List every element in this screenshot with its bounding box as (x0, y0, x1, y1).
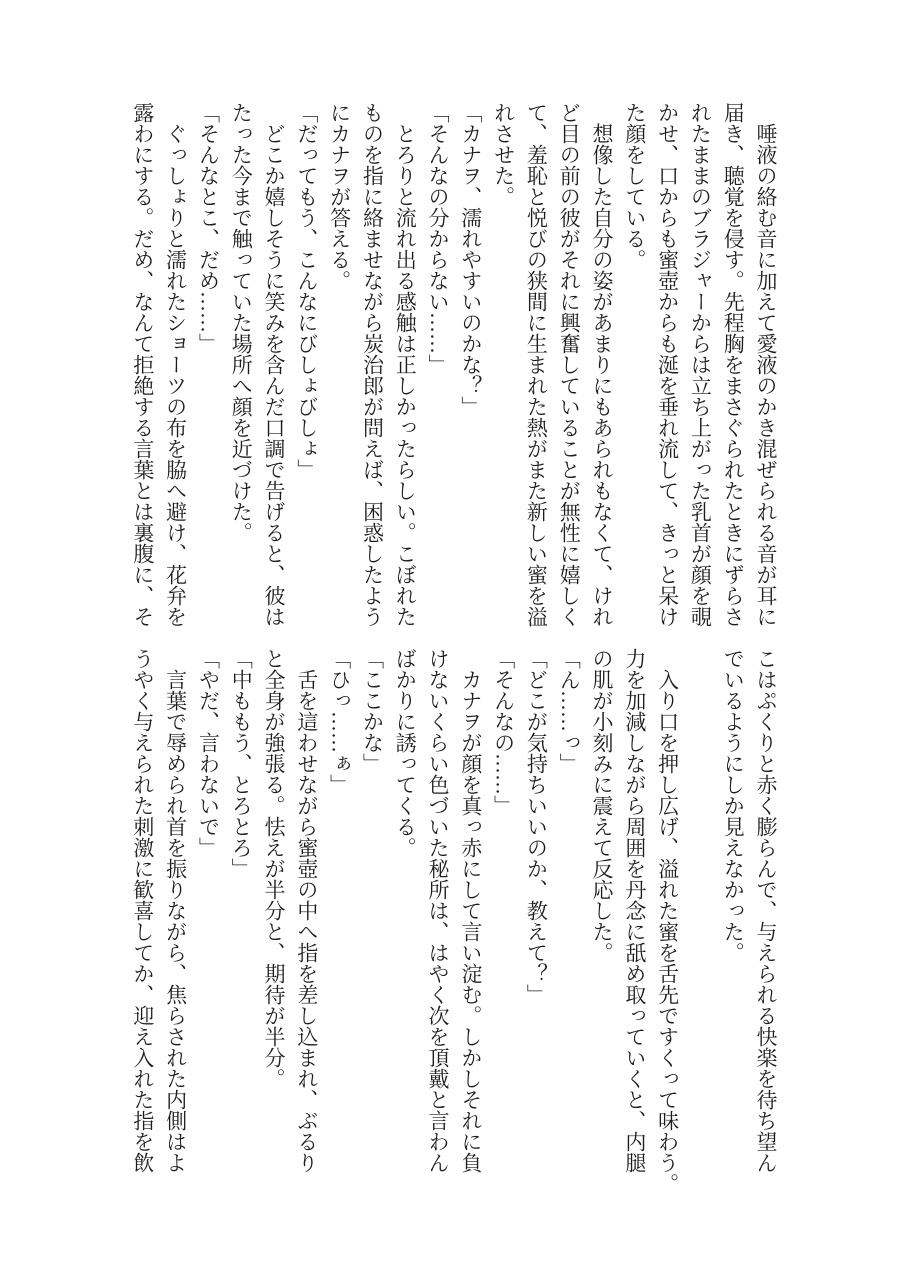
text-line: こはぷくりと赤く膨らんで、与えられる快楽を待ち望ん (754, 648, 778, 1173)
text-line: 唾液の絡む音に加えて愛液のかき混ぜられる音が耳に (754, 102, 778, 627)
text-line: たった今まで触っていた場所へ顔を近づけた。 (229, 102, 254, 543)
text-line: 「ひっ……ぁ」 (327, 648, 352, 795)
text-line: 「ここかな」 (360, 648, 385, 774)
text-line: ものを指に絡ませながら炭治郎が問えば、困惑したよう (360, 102, 385, 627)
text-line: ばかりに誘ってくる。 (393, 648, 418, 858)
text-line: 「やだ、言わないで」 (196, 648, 221, 858)
text-line: けないくらい色づいた秘所は、はやく次を頂戴と言わん (426, 648, 451, 1173)
text-line: ど目の前の彼がそれに興奮していることが無性に嬉しく (557, 102, 582, 627)
text-block-bottom (126, 648, 782, 1194)
text-line: とろりと流れ出る感触は正しかったらしい。こぼれた (393, 102, 418, 627)
text-line: うやく与えられた刺激に歓喜してか、迎え入れた指を飲 (130, 648, 155, 1173)
text-line: どこか嬉しそうに笑みを含んだ口調で告げると、彼は (262, 102, 287, 627)
text-line: 言葉で辱められ首を振りながら、焦らされた内側はよ (163, 648, 188, 1173)
text-line: 「どこが気持ちいいのか、教えて？」 (524, 648, 549, 1005)
text-line: れさせた。 (491, 102, 516, 207)
text-line: かせ、口からも蜜壺からも涎を垂れ流して、きっと呆け (655, 102, 680, 627)
text-line: の肌が小刻みに震えて反応した。 (590, 648, 615, 963)
text-line: 想像した自分の姿があまりにもあられもなくて、けれ (590, 102, 615, 627)
text-line: カナヲが顔を真っ赤にして言い淀む。しかしそれに負 (458, 648, 483, 1173)
text-block-top (126, 102, 782, 634)
text-line: ぐっしょりと濡れたショーツの布を脇へ避け、花弁を (163, 102, 188, 627)
text-line: 「そんなとこ、だめ……」 (196, 102, 221, 354)
text-line: 「そんなの……」 (491, 648, 516, 816)
text-line: 露わにする。だめ、なんて拒絶する言葉とは裏腹に、そ (130, 102, 155, 627)
text-line: 「ん……っ」 (557, 648, 582, 774)
text-line: にカナヲが答える。 (327, 102, 352, 291)
text-line: た顔をしている。 (622, 102, 647, 270)
text-line: 「そんなの分からない……」 (426, 102, 451, 375)
text-line: て、羞恥と悦びの狭間に生まれた熱がまた新しい蜜を溢 (524, 102, 549, 627)
text-line: れたままのブラジャーからは立ち上がった乳首が顔を覗 (688, 102, 713, 627)
text-line: 力を加減しながら周囲を丹念に舐め取っていくと、内腿 (622, 648, 647, 1173)
text-line: 届き、聴覚を侵す。先程胸をまさぐられたときにずらさ (721, 102, 746, 627)
blank-line (684, 648, 717, 1180)
text-line: 「中ももう、とろとろ」 (229, 648, 254, 879)
text-line: 舌を這わせながら蜜壺の中へ指を差し込まれ、ぶるり (294, 648, 319, 1173)
text-line: でいるようにしか見えなかった。 (721, 648, 746, 963)
text-line: 入り口を押し広げ、溢れた蜜を舌先ですくって味わう。 (655, 648, 680, 1194)
text-line: 「だってもう、こんなにびしょびしょ」 (294, 102, 319, 480)
text-line: 「カナヲ、濡れやすいのかな？」 (458, 102, 483, 417)
text-line: と全身が強張る。怯えが半分と、期待が半分。 (262, 648, 287, 1089)
